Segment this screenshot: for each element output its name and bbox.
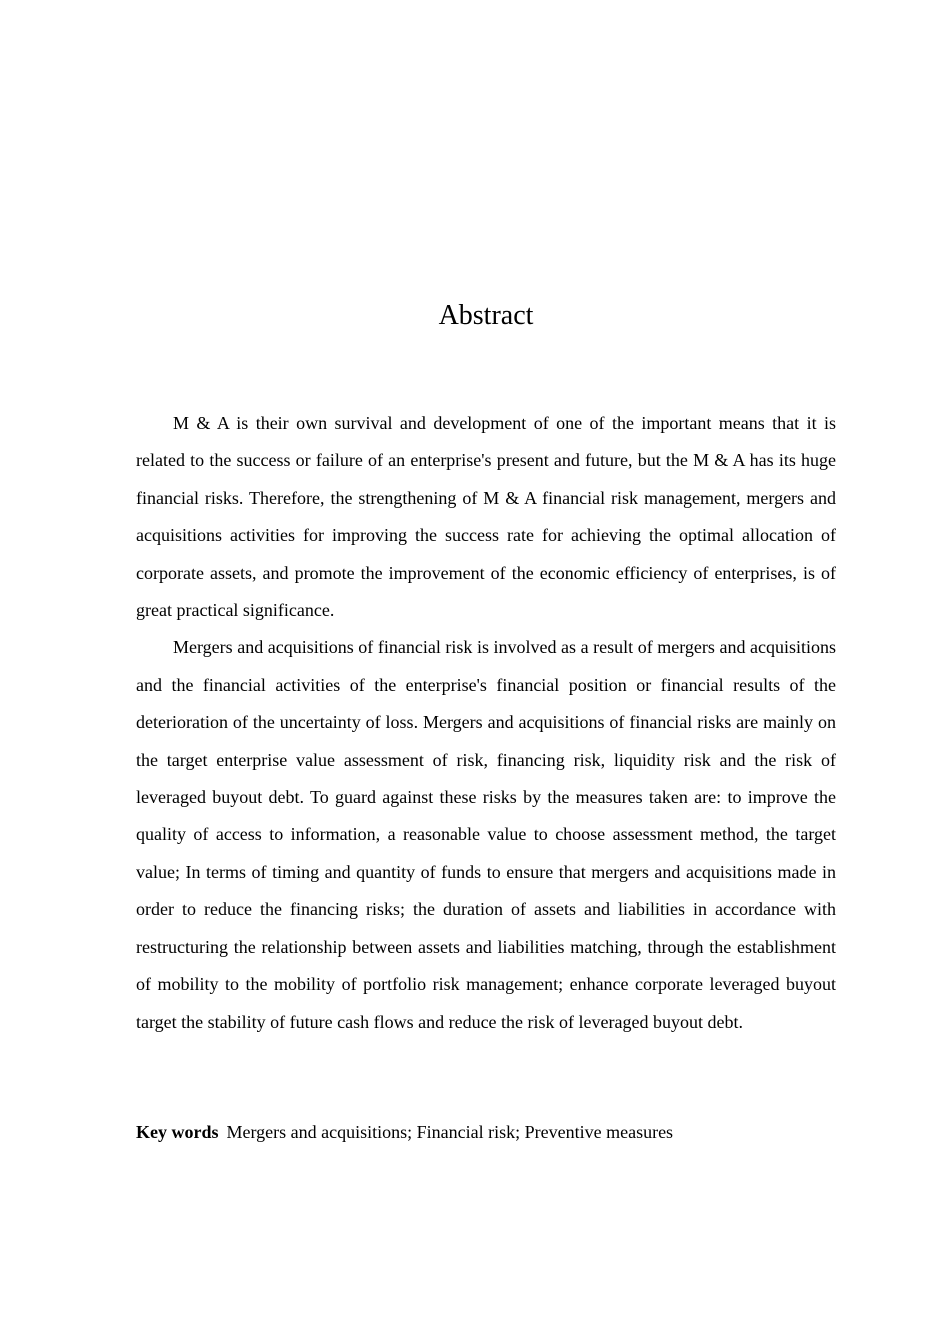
page-title: Abstract [438, 300, 534, 331]
keywords-label: Key words [136, 1122, 219, 1142]
keywords-line [136, 1114, 836, 1151]
abstract-paragraph-2: Mergers and acquisitions of financial risk is involved as a result of mergers and acquisitions and the financial activities of the enterprise's financial position or financial results of the deterioration of the uncertainty of loss. Mergers and acquisitions of financial risks are mainly on the target enterprise value assessment of risk, financing risk, liquidity risk and the risk of leveraged buyout debt. To guard against these risks by the measures taken are: to improve the quality of access to information, a reasonable value to choose assessment method, the target value; In terms of timing and quantity of funds to ensure that mergers and acquisitions made in order to reduce the financing risks; the duration of assets and liabilities in accordance with restructuring the relationship between assets and liabilities matching, through the establishment of mobility to the mobility of portfolio risk management; enhance corporate leveraged buyout target the stability of future cash flows and reduce the risk of leveraged buyout debt. [136, 637, 836, 1032]
abstract-body [136, 405, 836, 1041]
keywords-text: Mergers and acquisitions; Financial risk; Preventive measures [226, 1122, 674, 1142]
abstract-paragraph-1: M & A is their own survival and development of one of the important means that it is related to the success or failure of an enterprise's present and future, but the M & A has its huge financial risks. Therefore, the strengthening of M & A financial risk management, mergers and acquisitions activities for improving the success rate for achieving the optimal allocation of corporate assets, and promote the improvement of the economic efficiency of enterprises, is of great practical significance. [136, 413, 836, 621]
